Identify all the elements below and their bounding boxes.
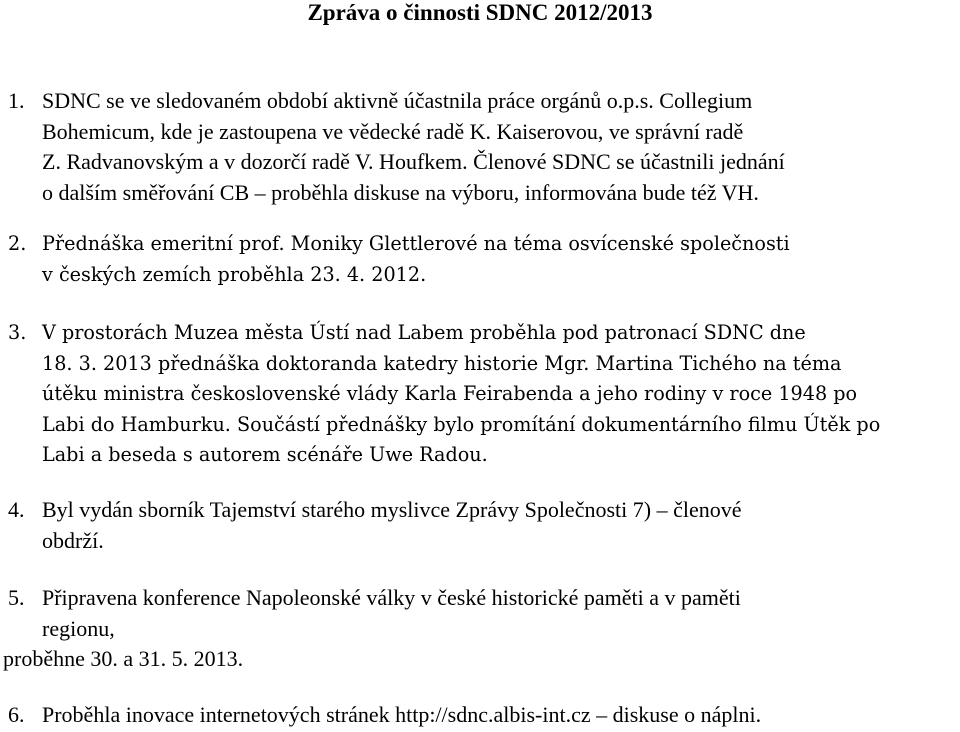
list-item-text	[42, 583, 741, 644]
text-line: Z. Radvanovským a v dozorčí radě V. Houfkem. Členové SDNC se účastnili jednání	[42, 149, 785, 174]
text-line: SDNC se ve sledovaném období aktivně účastnila práce orgánů o.p.s. Collegium	[42, 88, 753, 113]
text-line: Bohemicum, kde je zastoupena ve vědecké radě K. Kaiserovou, ve správní radě	[42, 118, 744, 144]
text-line: Proběhla inovace internetových stránek http://sdnc.albis-int.cz – diskuse o náplni.	[42, 702, 762, 727]
list-item-number: 2.	[8, 232, 27, 255]
list-item-text	[42, 495, 741, 556]
text-line: v českých zemích proběhla 23. 4. 2012.	[42, 262, 427, 286]
text-line: útěku ministra československé vlády Karla Feirabenda a jeho rodiny v roce 1948 po	[42, 382, 858, 405]
list-item-number: 1.	[8, 88, 25, 113]
text-line: V prostorách Muzea města Ústí nad Labem proběhla pod patronací SDNC dne	[42, 321, 806, 344]
text-line: Labi a beseda s autorem scénáře Uwe Radou.	[42, 443, 488, 466]
list-item-2	[8, 229, 790, 290]
document-title: Zpráva o činnosti SDNC 2012/2013	[307, 0, 653, 25]
list-item-text	[42, 700, 761, 731]
list-item-number: 4.	[8, 497, 25, 522]
text-line: Připravena konference Napoleonské války v české historické paměti a v paměti	[42, 585, 741, 610]
text-line: obdrží.	[42, 527, 104, 553]
list-item-text	[42, 86, 785, 208]
list-item-3	[8, 318, 880, 471]
text-line: o dalším směřování CB – proběhla diskuse na výboru, informována bude též VH.	[42, 179, 759, 205]
list-item-5-continuation: proběhne 30. a 31. 5. 2013.	[3, 646, 244, 671]
list-item-4	[8, 495, 741, 556]
list-item-1	[8, 86, 785, 208]
text-line: Byl vydán sborník Tajemství starého myslivce Zprávy Společnosti 7) – členové	[42, 497, 742, 522]
list-item-number: 6.	[8, 702, 25, 727]
text-line: regionu,	[42, 615, 115, 641]
text-line: Přednáška emeritní prof. Moniky Glettlerové na téma osvícenské společnosti	[42, 232, 790, 255]
list-item-6	[8, 700, 761, 731]
list-item-text	[42, 229, 790, 290]
text-line: Labi do Hamburku. Součástí přednášky bylo promítání dokumentárního filmu Útěk po	[42, 412, 881, 436]
list-item-text	[42, 318, 880, 471]
text-line: 18. 3. 2013 přednáška doktoranda katedry historie Mgr. Martina Tichého na téma	[42, 351, 842, 375]
list-item-number: 5.	[8, 585, 25, 610]
list-item-5	[8, 583, 741, 644]
list-item-number: 3.	[8, 321, 27, 344]
